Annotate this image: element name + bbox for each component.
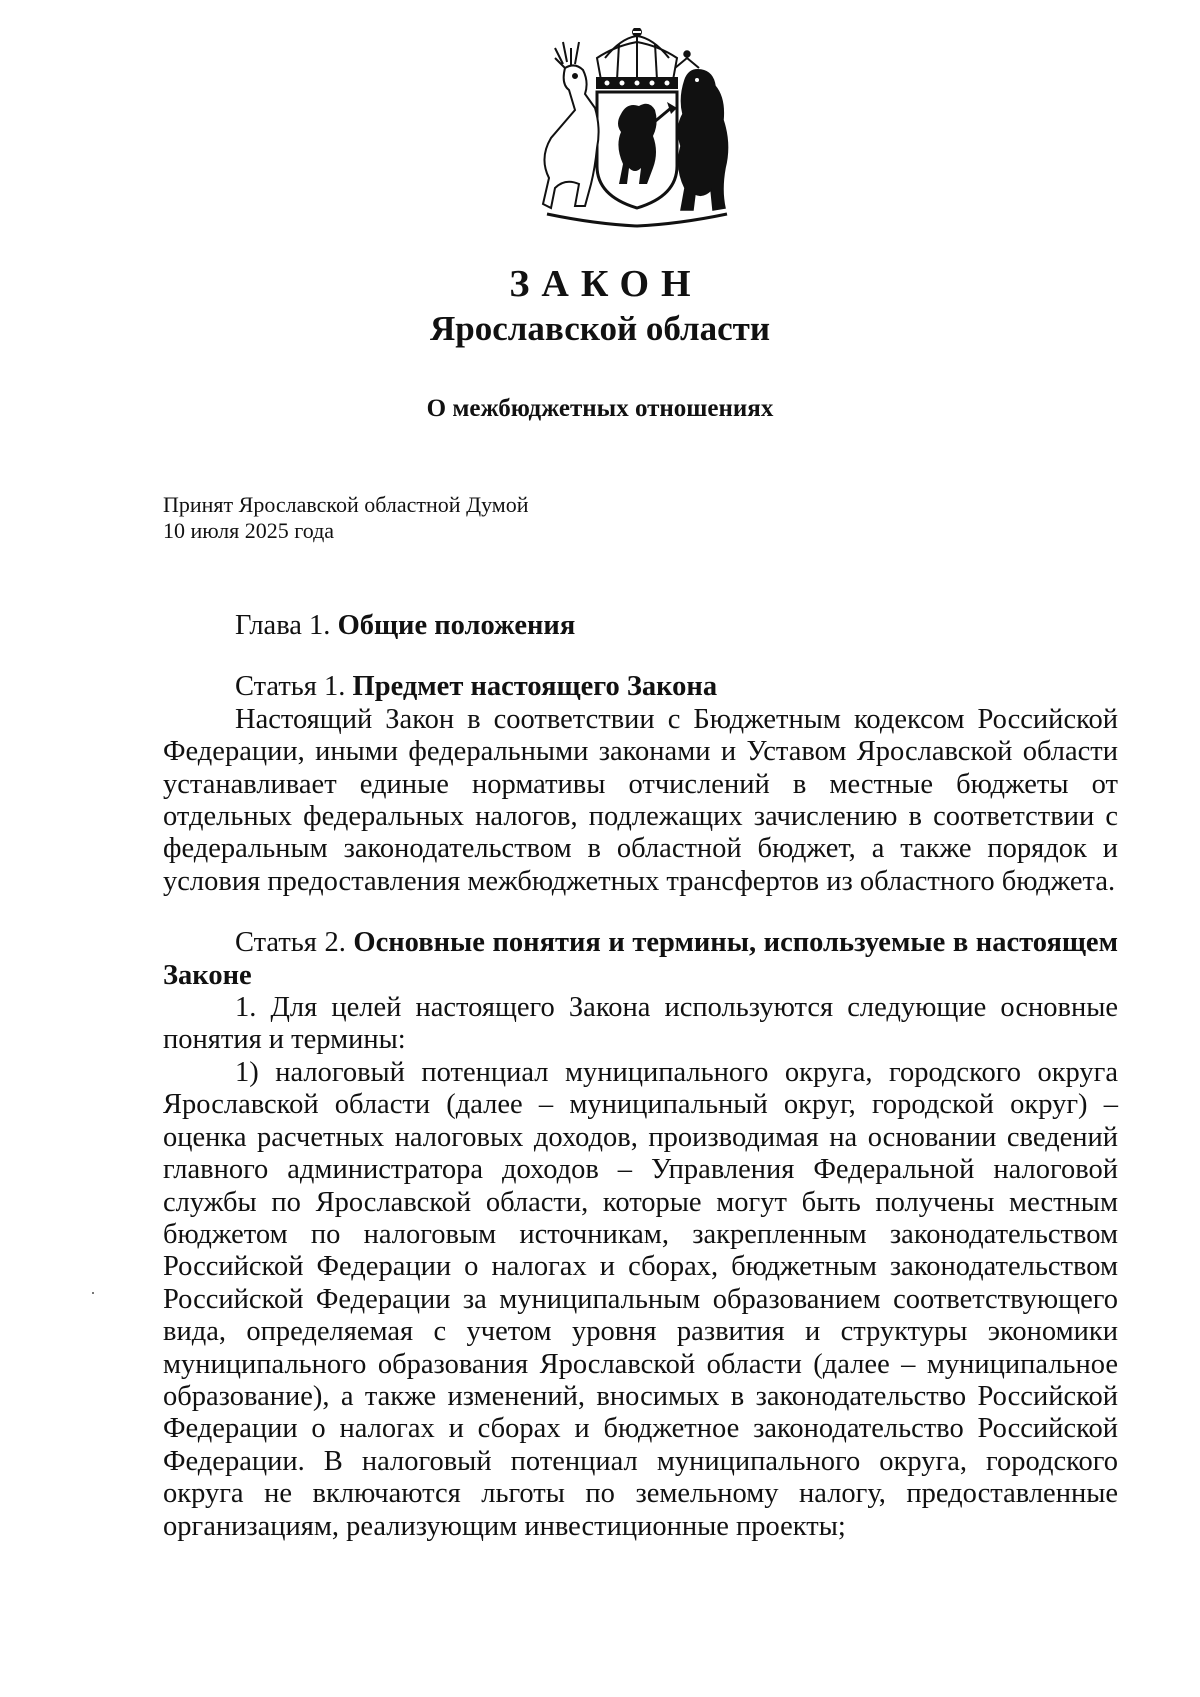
adoption-body: Принят Ярославской областной Думой [163,492,529,517]
article-1-text: Настоящий Закон в соответствии с Бюджетным кодексом Российской Федерации, иными федеральными законами и Уставом Ярославской области устанавливает единые нормативы отчислений в местные бюджеты от отдельных федеральных налогов, подлежащих зачислению в соответствии с федеральным законодательством в областной бюджет, а также порядок и условия предоставления межбюджетных трансфертов из областного бюджета. [163,703,1118,897]
article-1-prefix: Статья 1. [235,671,353,703]
adoption-note [163,492,529,544]
article-2-point-1: 1. Для целей настоящего Закона используются следующие основные понятия и термины: [163,992,1118,1056]
coat-of-arms-emblem [535,28,740,240]
region-title: Ярославской области [429,309,771,348]
article-1-heading [163,671,1118,703]
crown-icon [597,28,677,88]
article-1-title: Предмет настоящего Закона [352,671,718,703]
law-body [163,610,1118,1543]
article-2-heading [163,927,1118,992]
article-2-title: Основные понятия и термины, используемые в настоящем Законе [163,927,1118,991]
shield-icon [597,92,677,208]
chapter-heading [163,610,1118,642]
law-title: ЗАКОН [509,263,703,305]
article-2-prefix: Статья 2. [235,927,354,959]
adoption-date: 10 июля 2025 года [163,518,335,543]
law-subject: О межбюджетных отношениях [426,395,774,422]
law-title-block [0,262,1200,352]
scan-speck [92,1292,94,1294]
chapter-prefix: Глава 1. [235,610,338,641]
article-2-subpoint-1: 1) налоговый потенциал муниципального округа, городского округа Ярославской области (далее – муниципальный округ, городской округ) – оценка расчетных налоговых доходов, производимая на основании сведений главного администратора доходов – Управления Федеральной налоговой службы по Ярославской области, которые могут быть получены местным бюджетом по налоговым источникам, закрепленным законодательством Российской Федерации о налогах и сборах, бюджетным законодательством Российской Федерации за муниципальным образованием соответствующего вида, определяемая с учетом уровня развития и структуры экономики муниципального образования Ярославской области (далее – муниципальное образование), а также изменений, вносимых в законодательство Российской Федерации о налогах и сборах и бюджетное законодательство Российской Федерации. В налоговый потенциал муниципального округа, городского округа не включаются льготы по земельному налогу, предоставленные организациям, реализующим инвестиционные проекты; [163,1056,1118,1542]
bear-icon [675,51,728,210]
chapter-title: Общие положения [337,610,576,641]
